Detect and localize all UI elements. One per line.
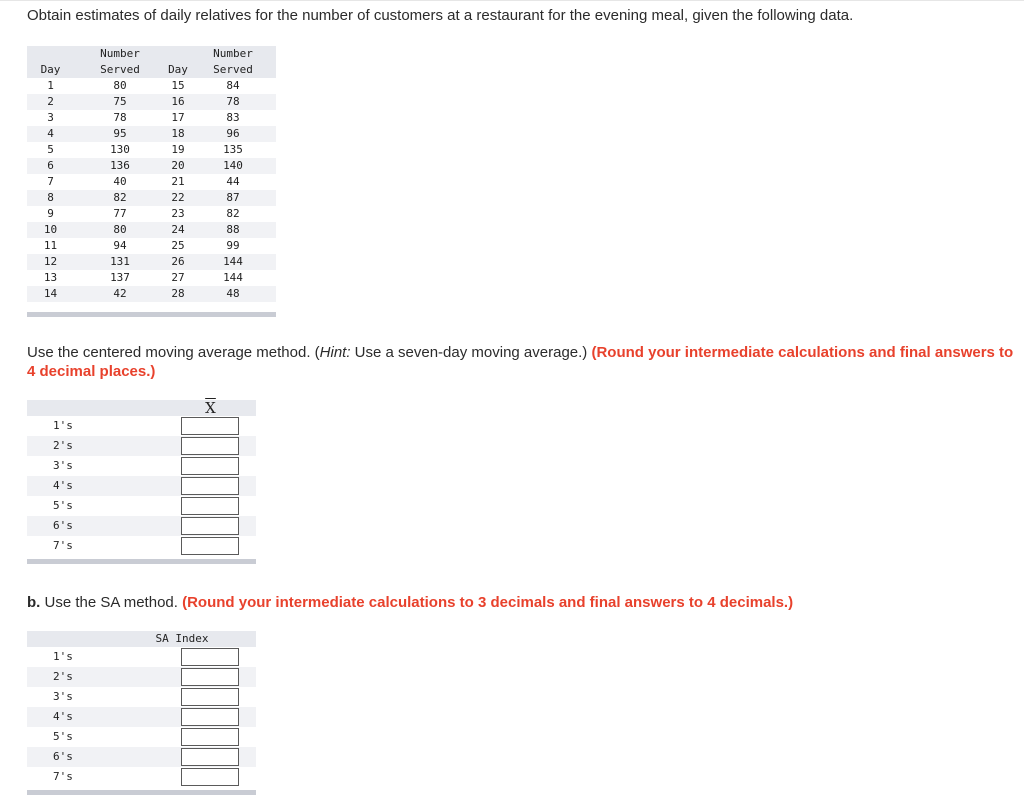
day-cell: 6: [27, 158, 74, 174]
served-cell: 78: [190, 94, 276, 110]
table-row: [27, 142, 276, 158]
answer-input[interactable]: [181, 477, 239, 495]
day-cell: 1: [47, 79, 54, 92]
part-a-answer-table: [27, 400, 256, 564]
served-cell: 82: [226, 207, 240, 220]
answer-row: [27, 647, 256, 667]
table-row: [27, 158, 276, 174]
served-cell: 144: [223, 271, 243, 284]
served-cell: 83: [226, 111, 240, 124]
day-cell: 8: [27, 190, 74, 206]
problem-intro: Obtain estimates of daily relatives for the number of customers at a restaurant for the evening meal, given the following data.: [27, 7, 854, 24]
day-cell: 3: [47, 111, 54, 124]
table-row: [27, 238, 276, 254]
table-header-row-1: [27, 46, 276, 62]
answer-row: [27, 476, 256, 496]
day-label: 4's: [53, 479, 73, 492]
header-day-2: Day: [166, 62, 190, 78]
day-cell: 13: [43, 271, 58, 284]
day-label: 3's: [53, 459, 73, 472]
served-cell: 131: [74, 254, 166, 270]
day-label: 6's: [53, 750, 73, 763]
answer-input[interactable]: [181, 457, 239, 475]
day-label: 6's: [53, 519, 73, 532]
part-b-footer-bar: [27, 790, 256, 795]
part-b-answer-table: [27, 631, 256, 795]
day-cell: 12: [27, 254, 74, 270]
served-cell: 87: [190, 190, 276, 206]
answer-row: [27, 496, 256, 516]
table-row: [27, 270, 276, 286]
part-a-header: [27, 400, 256, 416]
table-row: [27, 110, 276, 126]
day-label: 2's: [53, 439, 73, 452]
day-cell: 11: [43, 239, 58, 252]
served-cell: 78: [113, 111, 127, 124]
answer-input[interactable]: [181, 648, 239, 666]
served-cell: 44: [226, 175, 240, 188]
day-label: 7's: [53, 770, 73, 783]
day-cell: 16: [166, 94, 190, 110]
answer-row: [27, 516, 256, 536]
day-cell: 23: [171, 207, 185, 220]
answer-row: [27, 436, 256, 456]
table-row: [27, 78, 276, 94]
day-cell: 18: [166, 126, 190, 142]
served-cell: 137: [110, 271, 130, 284]
table-row: [27, 222, 276, 238]
header-served-1: Served: [74, 62, 166, 78]
answer-input[interactable]: [181, 497, 239, 515]
day-cell: 27: [171, 271, 185, 284]
day-cell: 15: [171, 79, 185, 92]
table-row: [27, 286, 276, 302]
answer-input[interactable]: [181, 417, 239, 435]
served-cell: 82: [74, 190, 166, 206]
day-cell: 2: [27, 94, 74, 110]
part-a-rounding-note: (Round your intermediate calculations and final answers to 4 decimal places.): [27, 344, 1014, 380]
sa-index-header: SA Index: [155, 632, 209, 645]
answer-row: [27, 456, 256, 476]
day-label: 3's: [53, 690, 73, 703]
served-cell: 75: [74, 94, 166, 110]
day-label: 5's: [53, 730, 73, 743]
answer-row: [27, 727, 256, 747]
day-cell: 19: [171, 143, 185, 156]
header-blank-1: [27, 46, 74, 62]
customer-data-table: [27, 46, 276, 302]
served-cell: 99: [226, 239, 240, 252]
hint-label: Hint:: [319, 344, 351, 361]
part-b-instructions: b. Use the SA method. (Round your intermediate calculations to 3 decimals and final answers to 4 decimals.): [27, 594, 794, 611]
day-label: 1's: [53, 650, 73, 663]
served-cell: 88: [190, 222, 276, 238]
table-row: [27, 206, 276, 222]
answer-row: [27, 687, 256, 707]
header-day-1: Day: [27, 62, 74, 78]
served-cell: 135: [223, 143, 243, 156]
table-row: [27, 126, 276, 142]
table-row: [27, 94, 276, 110]
served-cell: 48: [190, 286, 276, 302]
served-cell: 95: [74, 126, 166, 142]
day-cell: 26: [166, 254, 190, 270]
served-cell: 77: [113, 207, 127, 220]
served-cell: 80: [74, 222, 166, 238]
served-cell: 80: [113, 79, 127, 92]
data-table-footer-bar: [27, 312, 276, 317]
answer-input[interactable]: [181, 708, 239, 726]
part-a-instructions: Use the centered moving average method. (Hint: Use a seven-day moving average.) (Round your intermediate calculations and final answers to 4 decimal places.): [27, 344, 1014, 380]
answer-row: [27, 707, 256, 727]
day-label: 1's: [53, 419, 73, 432]
day-cell: 14: [27, 286, 74, 302]
day-label: 5's: [53, 499, 73, 512]
answer-input[interactable]: [181, 728, 239, 746]
day-cell: 20: [166, 158, 190, 174]
day-cell: 9: [47, 207, 54, 220]
x-bar-header: $\overline{X}$: [205, 399, 216, 417]
day-cell: 25: [171, 239, 185, 252]
day-label: 2's: [53, 670, 73, 683]
day-cell: 5: [47, 143, 54, 156]
served-cell: 96: [190, 126, 276, 142]
header-number-1: Number: [74, 46, 166, 62]
header-blank-2: [166, 46, 190, 62]
header-number-2: Number: [190, 46, 276, 62]
part-b-label: b.: [27, 594, 41, 611]
served-cell: 42: [74, 286, 166, 302]
answer-input[interactable]: [181, 437, 239, 455]
answer-row: [27, 416, 256, 436]
part-b-header: [27, 631, 256, 647]
served-cell: 144: [190, 254, 276, 270]
header-served-2: Served: [190, 62, 276, 78]
answer-input[interactable]: [181, 517, 239, 535]
answer-row: [27, 667, 256, 687]
part-a-footer-bar: [27, 559, 256, 564]
served-cell: 94: [113, 239, 127, 252]
answer-input[interactable]: [181, 668, 239, 686]
answer-row: [27, 747, 256, 767]
answer-input[interactable]: [181, 768, 239, 786]
day-cell: 24: [166, 222, 190, 238]
table-row: [27, 174, 276, 190]
served-cell: 136: [74, 158, 166, 174]
table-row: [27, 254, 276, 270]
day-label: 4's: [53, 710, 73, 723]
served-cell: 84: [226, 79, 240, 92]
answer-row: [27, 767, 256, 787]
day-cell: 22: [166, 190, 190, 206]
day-cell: 4: [27, 126, 74, 142]
day-cell: 10: [27, 222, 74, 238]
answer-row: [27, 536, 256, 556]
served-cell: 140: [190, 158, 276, 174]
day-cell: 28: [166, 286, 190, 302]
day-label: 7's: [53, 539, 73, 552]
served-cell: 130: [110, 143, 130, 156]
day-cell: 21: [171, 175, 185, 188]
answer-input[interactable]: [181, 688, 239, 706]
served-cell: 40: [113, 175, 127, 188]
table-header-row-2: [27, 62, 276, 78]
answer-input[interactable]: [181, 748, 239, 766]
answer-input[interactable]: [181, 537, 239, 555]
part-b-rounding-note: (Round your intermediate calculations to 3 decimals and final answers to 4 decimals.): [182, 594, 794, 611]
top-divider: [0, 0, 1024, 1]
day-cell: 7: [47, 175, 54, 188]
table-row: [27, 190, 276, 206]
day-cell: 17: [171, 111, 185, 124]
